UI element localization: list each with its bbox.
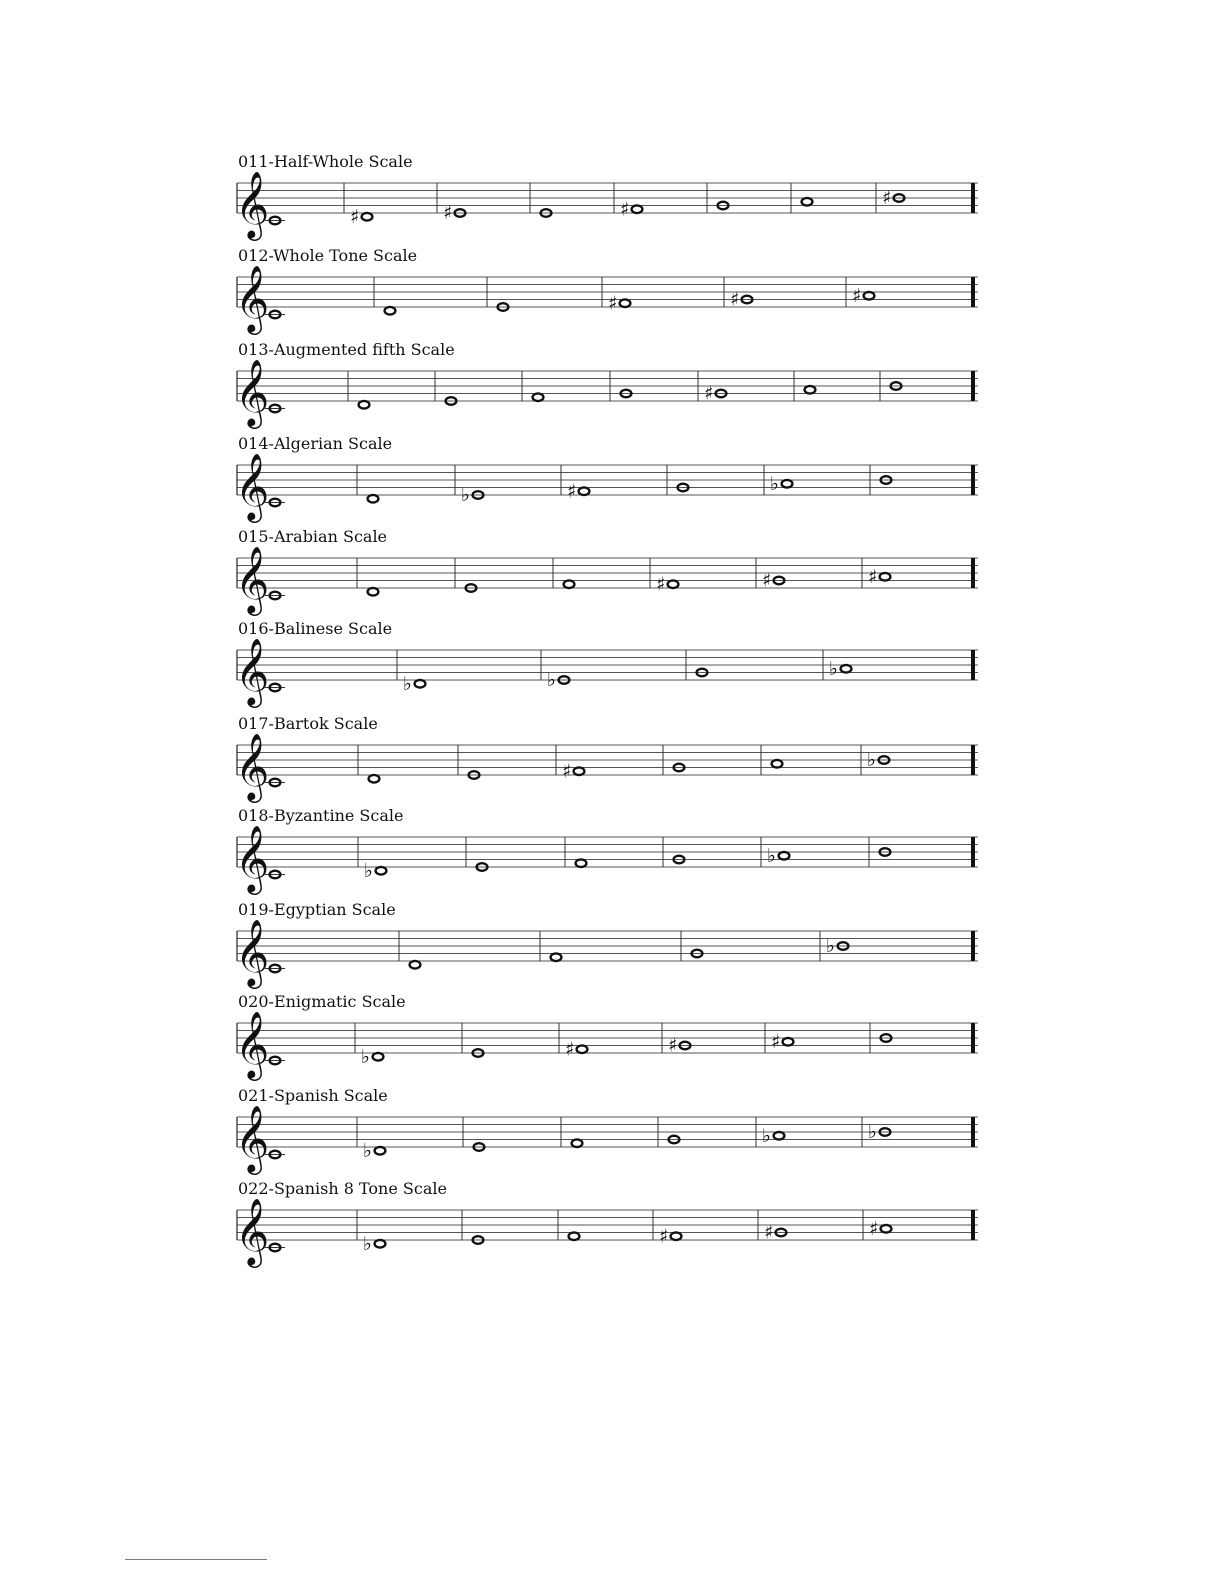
treble-clef-icon: 𝄞 — [235, 358, 270, 426]
treble-clef-icon: 𝄞 — [235, 918, 270, 986]
scale-title: 016-Balinese Scale — [238, 619, 393, 638]
sharp-icon: ♯ — [567, 480, 577, 503]
scale-title: 012-Whole Tone Scale — [238, 246, 418, 265]
whole-note-icon — [772, 760, 783, 768]
whole-note-icon — [368, 588, 379, 596]
whole-note-icon — [551, 953, 562, 961]
whole-note-icon — [880, 573, 891, 581]
scale-title: 019-Egyptian Scale — [238, 900, 396, 919]
treble-clef-icon: 𝄞 — [235, 1197, 270, 1265]
scale-title: 017-Bartok Scale — [238, 714, 378, 733]
flat-icon: ♭ — [547, 669, 556, 691]
scale-title: 013-Augmented fifth Scale — [238, 340, 455, 359]
sharp-icon: ♯ — [868, 565, 878, 588]
scale-title: 015-Arabian Scale — [238, 527, 388, 546]
whole-note-icon — [668, 580, 679, 588]
flat-icon: ♭ — [363, 1232, 372, 1255]
whole-note-icon — [359, 401, 370, 409]
scale-row — [235, 806, 978, 895]
whole-note-icon — [375, 1240, 386, 1248]
whole-note-icon — [368, 495, 379, 503]
scale-row — [235, 714, 978, 803]
flat-icon: ♭ — [770, 472, 779, 495]
treble-clef-icon: 𝄞 — [235, 824, 270, 892]
treble-clef-icon: 𝄞 — [235, 264, 270, 332]
whole-note-icon — [841, 665, 852, 673]
sharp-icon: ♯ — [659, 1225, 669, 1248]
treble-clef-icon: 𝄞 — [235, 1104, 270, 1172]
flat-icon: ♭ — [363, 1139, 372, 1162]
scale-row — [235, 1086, 978, 1175]
scale-row — [235, 152, 978, 241]
treble-clef-icon: 𝄞 — [235, 732, 270, 800]
whole-note-icon — [579, 487, 590, 495]
footnote-rule — [125, 1559, 267, 1560]
whole-note-icon — [385, 307, 396, 315]
whole-note-icon — [671, 1232, 682, 1240]
whole-note-icon — [574, 767, 585, 775]
flat-icon: ♭ — [364, 859, 373, 882]
scale-row — [235, 1179, 978, 1268]
sharp-icon: ♯ — [656, 573, 666, 596]
treble-clef-icon: 𝄞 — [235, 170, 270, 238]
whole-note-icon — [376, 867, 387, 875]
whole-note-icon — [375, 1147, 386, 1155]
whole-note-icon — [620, 299, 631, 307]
sharp-icon: ♯ — [852, 284, 862, 307]
whole-note-icon — [362, 213, 373, 221]
whole-note-icon — [632, 205, 643, 213]
whole-note-icon — [415, 680, 426, 688]
whole-note-icon — [373, 1053, 384, 1061]
flat-icon: ♭ — [868, 1121, 877, 1143]
whole-note-icon — [802, 198, 813, 206]
scale-row — [235, 900, 978, 989]
scale-row — [235, 246, 978, 335]
treble-clef-icon: 𝄞 — [235, 452, 270, 520]
scale-title: 014-Algerian Scale — [238, 434, 393, 453]
scale-title: 021-Spanish Scale — [238, 1086, 388, 1105]
sharp-icon: ♯ — [764, 1221, 774, 1244]
flat-icon: ♭ — [829, 657, 838, 680]
whole-note-icon — [410, 961, 421, 969]
scale-row — [235, 527, 978, 616]
flat-icon: ♭ — [826, 935, 835, 957]
whole-note-icon — [533, 393, 544, 401]
sharp-icon: ♯ — [350, 205, 360, 228]
scale-title: 011-Half-Whole Scale — [238, 152, 413, 171]
scale-row — [235, 434, 978, 523]
scale-title: 018-Byzantine Scale — [238, 806, 404, 825]
treble-clef-icon: 𝄞 — [235, 545, 270, 613]
sharp-icon: ♯ — [730, 288, 740, 311]
sharp-icon: ♯ — [620, 198, 630, 221]
whole-note-icon — [774, 1132, 785, 1140]
flat-icon: ♭ — [461, 484, 470, 506]
whole-note-icon — [864, 292, 875, 300]
sharp-icon: ♯ — [882, 187, 892, 209]
sharp-icon: ♯ — [771, 1030, 781, 1053]
whole-note-icon — [782, 480, 793, 488]
whole-note-icon — [783, 1038, 794, 1046]
sharp-icon: ♯ — [443, 202, 453, 224]
whole-note-icon — [881, 1225, 892, 1233]
sharp-icon: ♯ — [608, 292, 618, 315]
sharp-icon: ♯ — [668, 1034, 678, 1057]
whole-note-icon — [779, 852, 790, 860]
flat-icon: ♭ — [767, 844, 776, 867]
whole-note-icon — [572, 1139, 583, 1147]
sharp-icon: ♯ — [562, 760, 572, 783]
scale-row — [235, 619, 978, 708]
whole-note-icon — [564, 580, 575, 588]
flat-icon: ♭ — [867, 749, 876, 771]
treble-clef-icon: 𝄞 — [235, 1010, 270, 1078]
flat-icon: ♭ — [361, 1045, 370, 1068]
flat-icon: ♭ — [403, 672, 412, 695]
sharp-icon: ♯ — [869, 1217, 879, 1240]
scale-row — [235, 340, 978, 429]
sharp-icon: ♯ — [565, 1038, 575, 1061]
whole-note-icon — [569, 1232, 580, 1240]
treble-clef-icon: 𝄞 — [235, 637, 270, 705]
sharp-icon: ♯ — [762, 569, 772, 592]
whole-note-icon — [805, 386, 816, 394]
scale-title: 020-Enigmatic Scale — [238, 992, 406, 1011]
scale-row — [235, 992, 978, 1081]
whole-note-icon — [369, 775, 380, 783]
whole-note-icon — [576, 859, 587, 867]
whole-note-icon — [577, 1045, 588, 1053]
sharp-icon: ♯ — [704, 382, 714, 405]
scale-title: 022-Spanish 8 Tone Scale — [238, 1179, 447, 1198]
flat-icon: ♭ — [762, 1124, 771, 1147]
